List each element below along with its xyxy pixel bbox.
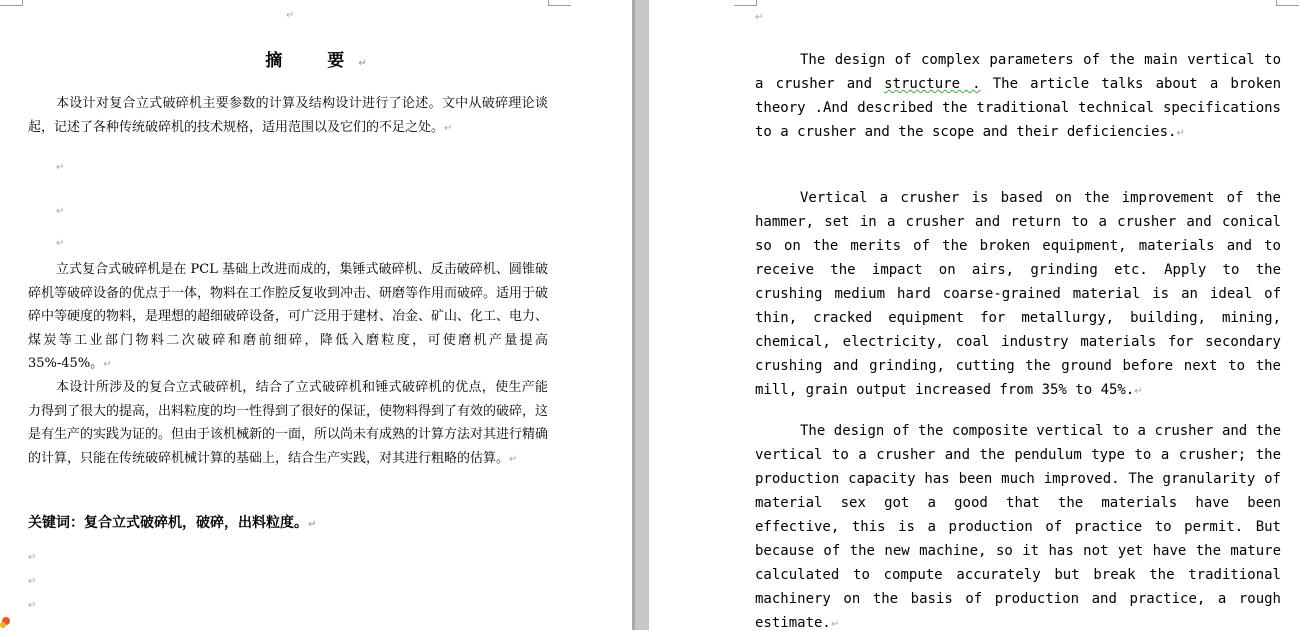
abstract-title xyxy=(0,46,632,71)
abstract-paragraph-2 xyxy=(28,258,548,377)
english-paragraph-3-text: The design of the composite vertical to a crusher and the vertical to a crusher and the pendulum type to a crusher; the production capacity has been much improved. The granularity of material sex got a good that the materials have been effective, this is a production of practice to permit. But because of the new machine, so it has not yet have the mature calculated to compute accurately but break the traditional machinery on the basis of production and practice, a rough estimate. xyxy=(755,423,1281,631)
english-paragraph-2-text: Vertical a crusher is based on the improvement of the hammer, set in a crusher and return to a crusher and conical so on the merits of the broken equipment, materials and to receive the impact on airs, grinding etc. Apply to the crushing medium hard coarse-grained material is an ideal of thin, cracked equipment for metallurgy, building, mining, chemical, electricity, coal industry materials for secondary crushing and grinding, cutting the ground before next to the mill, grain output increased from 35% to 45%. xyxy=(755,190,1281,398)
english-paragraph-1-text-a: The design of complex parameters of the main vertical to a crusher and xyxy=(755,52,1281,92)
status-icon xyxy=(0,622,6,628)
english-abstract-paragraph-1 xyxy=(755,48,1281,146)
paragraph-mark: ↵ xyxy=(28,576,37,587)
abstract-paragraph-1 xyxy=(28,92,548,140)
abstract-paragraph-2-text: 立式复合式破碎机是在 PCL 基础上改进而成的，集锤式破碎机、反击破碎机、圆锥破碎机等破碎设备的优点于一体，物料在工作腔反复收到冲击、研磨等作用而破碎。适用于破碎中等硬度的物料，是理想的超细破碎设备，可广泛用于建材、冶金、矿山、化工、电力、煤炭等工业部门物料二次破碎和磨前细碎，降低入磨粒度，可使磨机产量提高 35%-45%。 xyxy=(28,262,549,371)
paragraph-mark: ↵ xyxy=(28,552,37,563)
keywords-line xyxy=(28,512,316,532)
english-abstract-paragraph-2 xyxy=(755,186,1281,404)
abstract-title-text: 摘 要 xyxy=(265,51,359,71)
paragraph-mark: ↵ xyxy=(56,162,65,173)
keywords-text: 关键词：复合立式破碎机，破碎，出料粒度。 xyxy=(28,515,308,531)
paragraph-mark: ↵ xyxy=(103,359,112,370)
english-abstract-paragraph-3 xyxy=(755,419,1281,637)
crop-mark-top-right xyxy=(548,0,571,6)
crop-mark-top-right xyxy=(1276,0,1299,6)
crop-mark-top-left xyxy=(734,0,757,6)
english-paragraph-1-text-b: The article talks about a broken theory .And described the traditional technical specifications to a crusher and the scope and their deficiencies. xyxy=(755,76,1281,140)
abstract-paragraph-3 xyxy=(28,376,548,471)
paragraph-mark: ↵ xyxy=(56,238,65,249)
grammar-flagged-text[interactable]: structure . xyxy=(884,76,981,92)
paragraph-mark: ↵ xyxy=(509,453,518,465)
document-page-left xyxy=(0,0,632,630)
paragraph-mark: ↵ xyxy=(286,10,295,21)
paragraph-mark: ↵ xyxy=(358,58,367,69)
abstract-paragraph-1-text: 本设计对复合立式破碎机主要参数的计算及结构设计进行了论述。文中从破碎理论谈起，记述了各种传统破碎机的技术规格，适用范围以及它们的不足之处。 xyxy=(28,96,548,135)
paragraph-mark: ↵ xyxy=(308,519,317,530)
paragraph-mark: ↵ xyxy=(755,12,764,23)
crop-mark-top-left xyxy=(0,0,23,6)
page-gutter-edge xyxy=(632,0,635,630)
abstract-paragraph-3-text: 本设计所涉及的复合立式破碎机，结合了立式破碎机和锤式破碎机的优点，使生产能力得到了很大的提高，出料粒度的均一性得到了很好的保证，使物料得到了有效的破碎，这是有生产的实践为证的。但由于该机械新的一面，所以尚未有成熟的计算方法对其进行精确的计算，只能在传统破碎机械计算的基础上，结合生产实践，对其进行粗略的估算。 xyxy=(28,380,549,466)
paragraph-mark: ↵ xyxy=(830,619,840,630)
paragraph-mark: ↵ xyxy=(444,122,453,134)
paragraph-mark: ↵ xyxy=(56,206,65,217)
paragraph-mark: ↵ xyxy=(28,600,37,611)
paragraph-mark: ↵ xyxy=(1176,128,1185,139)
paragraph-mark: ↵ xyxy=(1134,386,1143,397)
